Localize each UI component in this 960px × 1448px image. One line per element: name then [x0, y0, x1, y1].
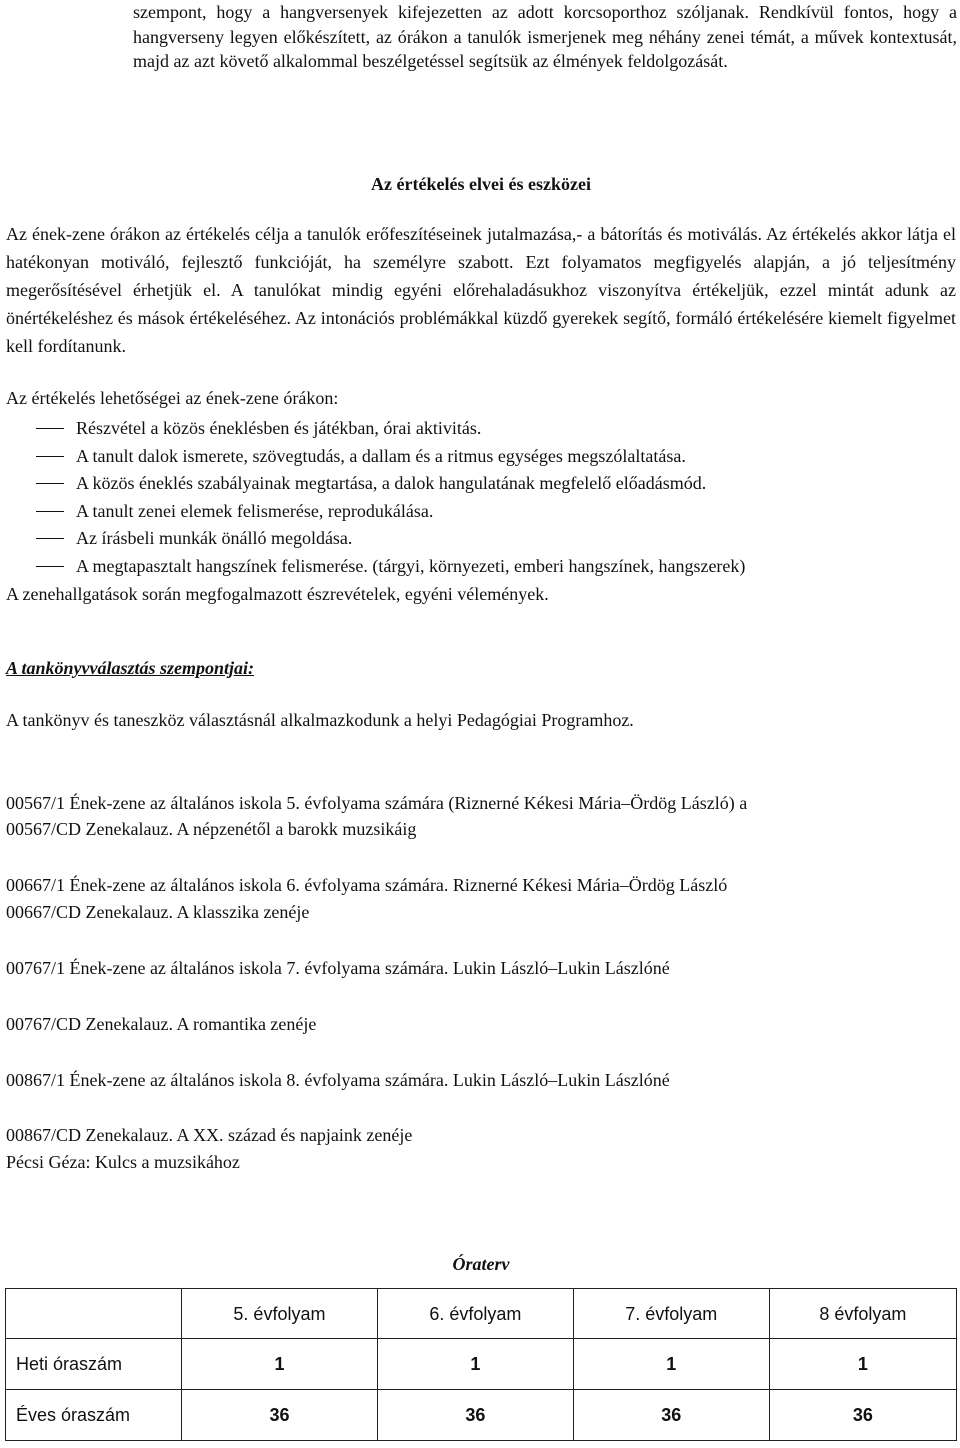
list-item: Részvétel a közös éneklésben és játékban, órai aktivitás.: [6, 414, 956, 442]
book-line: 00767/CD Zenekalauz. A romantika zenéje: [6, 1014, 317, 1034]
row-label: Heti óraszám: [6, 1339, 182, 1390]
dash-bullet-icon: [36, 538, 64, 539]
book-line: 00667/1 Ének-zene az általános iskola 6. évfolyama számára. Riznerné Kékesi Mária–Ördög László: [6, 875, 728, 895]
section-heading: Az értékelés elvei és eszközei: [371, 174, 591, 194]
row-label: Éves óraszám: [6, 1390, 182, 1441]
list-item: A megtapasztalt hangszínek felismerése. (tárgyi, környezeti, emberi hangszínek, hangszerek): [6, 552, 956, 580]
table-row: [6, 1390, 957, 1441]
book-line: 00867/CD Zenekalauz. A XX. század és napjaink zenéje: [6, 1125, 413, 1145]
list-item: A közös éneklés szabályainak megtartása, a dalok hangulatának megfelelő előadásmód.: [6, 469, 956, 497]
table-row: [6, 1339, 957, 1390]
book-line: 00867/1 Ének-zene az általános iskola 8. évfolyama számára. Lukin László–Lukin Lászlóné: [6, 1070, 670, 1090]
dash-bullet-icon: [36, 566, 64, 567]
table-cell: 1: [377, 1339, 573, 1390]
table-header-cell: 6. évfolyam: [377, 1289, 573, 1339]
after-bullets-text: A zenehallgatások során megfogalmazott észrevételek, egyéni vélemények.: [6, 584, 549, 604]
table-cell: 36: [769, 1390, 956, 1441]
dash-bullet-icon: [36, 483, 64, 484]
list-item: Az írásbeli munkák önálló megoldása.: [6, 524, 956, 552]
list-item: A tanult zenei elemek felismerése, reprodukálása.: [6, 497, 956, 525]
dash-bullet-icon: [36, 456, 64, 457]
intro-paragraph: szempont, hogy a hangversenyek kifejezetten az adott korcsoporthoz szóljanak. Rendkívül fontos, hogy a hangverseny legyen előkészített, az órákon a tanulók ismerjenek meg néhány zenei témát, a művek kontextusát, majd az azt követő alkalommal beszélgetéssel segítsük az élmények feldolgozását.: [133, 2, 957, 71]
table-header-cell: 8 évfolyam: [769, 1289, 956, 1339]
evaluation-list: [6, 414, 956, 579]
textbook-intro: A tankönyv és taneszköz választásnál alkalmazkodunk a helyi Pedagógiai Programhoz.: [6, 710, 634, 730]
possibilities-intro: Az értékelés lehetőségei az ének-zene órákon:: [6, 388, 339, 408]
timetable-title: Óraterv: [452, 1254, 510, 1274]
timetable: [5, 1288, 957, 1441]
dash-bullet-icon: [36, 511, 64, 512]
book-line: 00567/1 Ének-zene az általános iskola 5. évfolyama számára (Riznerné Kékesi Mária–Ördög László) a: [6, 793, 748, 813]
table-cell: 36: [377, 1390, 573, 1441]
list-item: A tanult dalok ismerete, szövegtudás, a dallam és a ritmus egységes megszólaltatása.: [6, 442, 956, 470]
table-cell: 1: [769, 1339, 956, 1390]
book-line: 00667/CD Zenekalauz. A klasszika zenéje: [6, 902, 310, 922]
evaluation-paragraph: Az ének-zene órákon az értékelés célja a tanulók erőfeszítéseinek jutalmazása,- a bátorítás és motiválás. Az értékelés akkor látja el hatékonyan motiváló, fejlesztő funkcióját, ha személyre szabott. Ezt folyamatos megfigyelés alapján, a jó teljesítmény megerősítésével érhetjük el. A tanulókat mindig egyéni előrehaladásukhoz viszonyítva értékeljük, ezzel mintát adunk az önértékeléshez és mások értékeléséhez. Az intonációs problémákkal küzdő gyerekek segítő, formáló értékelésére kiemelt figyelmet kell fordítanunk.: [6, 224, 956, 356]
table-header-row: [6, 1289, 957, 1339]
book-line: 00567/CD Zenekalauz. A népzenétől a barokk muzsikáig: [6, 819, 417, 839]
table-header-cell: 7. évfolyam: [573, 1289, 769, 1339]
book-line: Pécsi Géza: Kulcs a muzsikához: [6, 1152, 240, 1172]
table-corner-cell: [6, 1289, 182, 1339]
table-header-cell: 5. évfolyam: [182, 1289, 378, 1339]
table-cell: 36: [573, 1390, 769, 1441]
table-cell: 1: [573, 1339, 769, 1390]
table-cell: 1: [182, 1339, 378, 1390]
table-cell: 36: [182, 1390, 378, 1441]
book-line: 00767/1 Ének-zene az általános iskola 7. évfolyama számára. Lukin László–Lukin Lászlóné: [6, 958, 670, 978]
dash-bullet-icon: [36, 428, 64, 429]
textbook-heading: A tankönyvválasztás szempontjai:: [6, 658, 255, 678]
